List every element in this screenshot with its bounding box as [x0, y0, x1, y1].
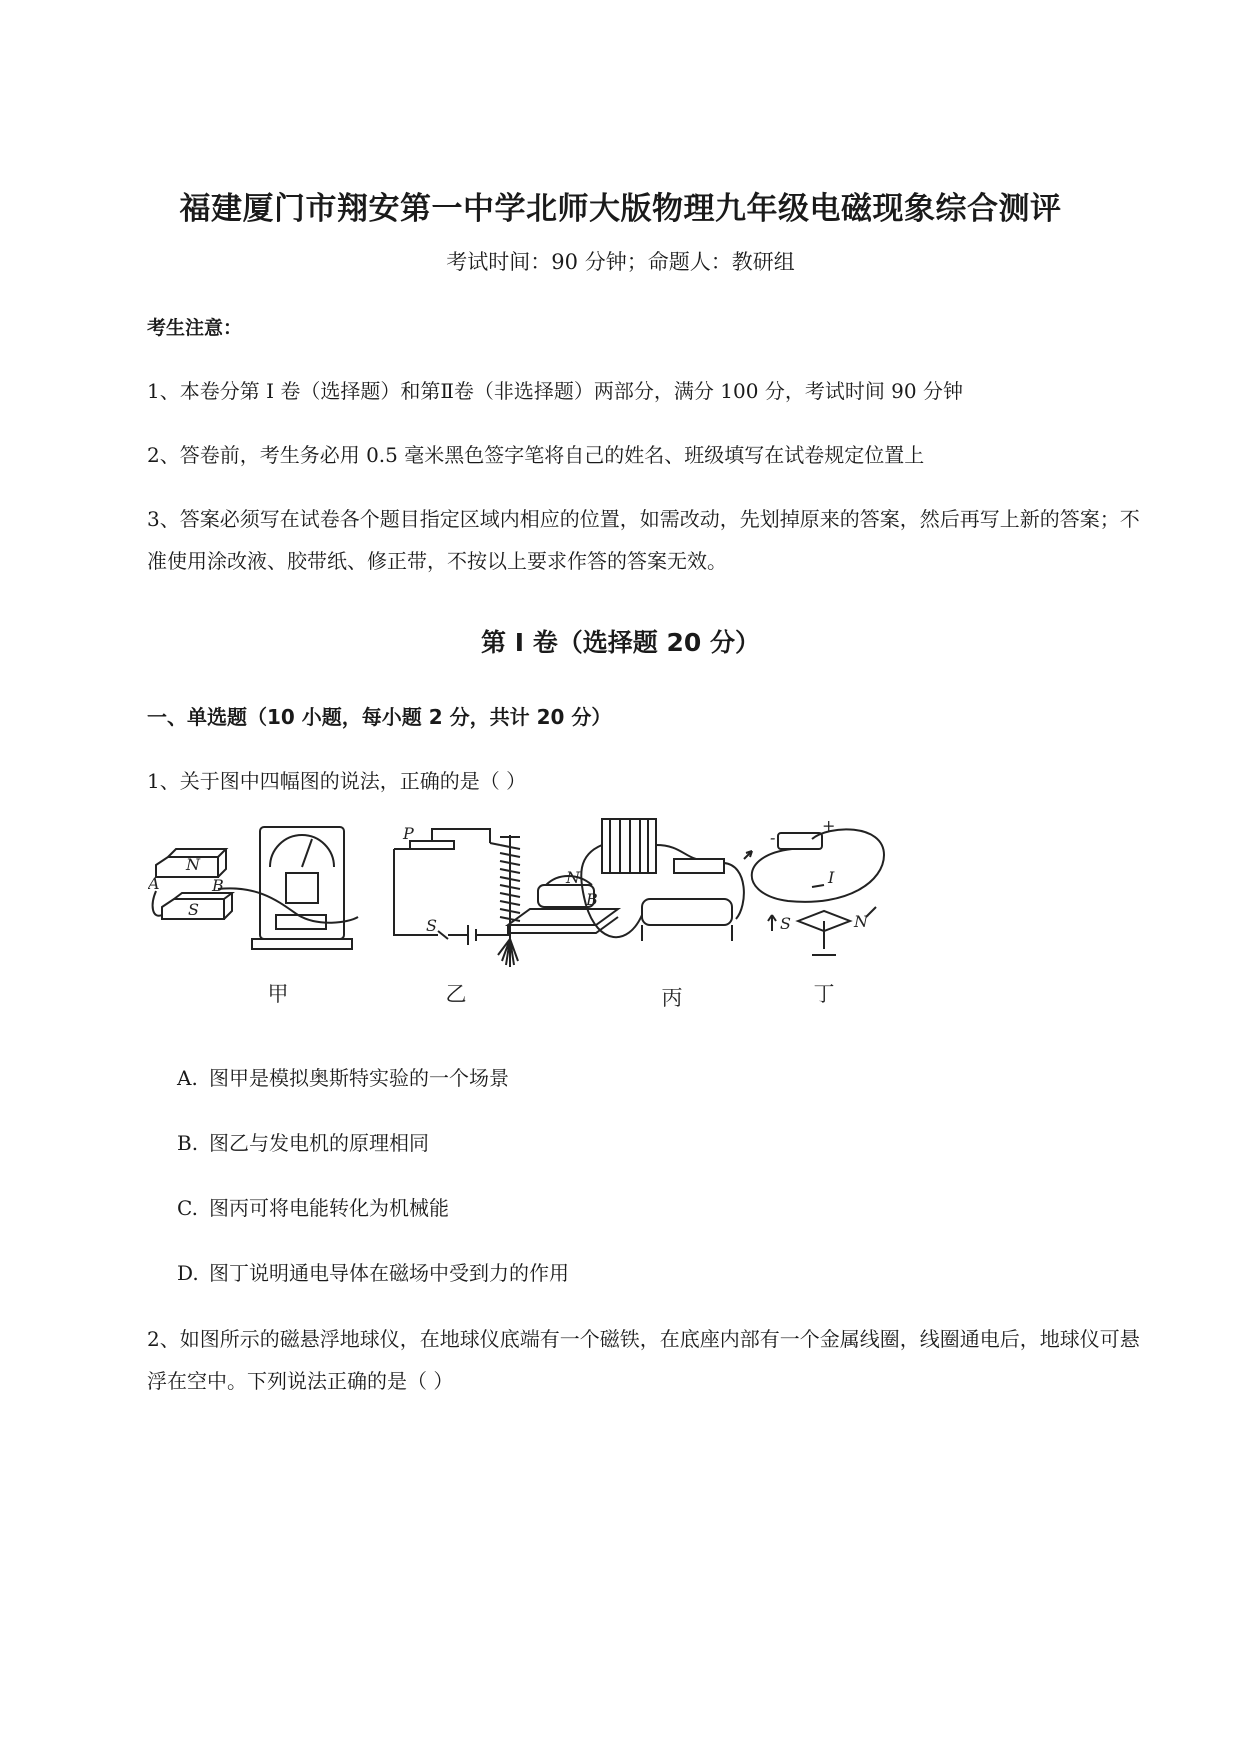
figure-label-ding: 丁 [813, 982, 835, 1006]
option-c[interactable] [177, 1192, 449, 1221]
label-P-yi: P [403, 824, 414, 843]
option-letter: D. [177, 1261, 199, 1285]
label-B-bing: B [586, 890, 598, 909]
label-N-bing: N [566, 868, 580, 887]
option-letter: B. [177, 1131, 199, 1155]
label-plus-ding: + [822, 816, 836, 835]
notice-item-2: 2、答卷前，考生务必用 0.5 毫米黑色签字笔将自己的姓名、班级填写在试卷规定位置上 [147, 443, 925, 467]
figure-ding-diagram [744, 829, 884, 955]
exam-meta: 考试时间：90 分钟；命题人：教研组 [446, 250, 795, 274]
option-letter: C. [177, 1196, 198, 1220]
option-text: 图甲是模拟奥斯特实验的一个场景 [209, 1066, 509, 1090]
label-S-ding: S [780, 914, 791, 933]
option-text: 图丁说明通电导体在磁场中受到力的作用 [209, 1261, 569, 1285]
question-group-heading: 一、单选题（10 小题，每小题 2 分，共计 20 分） [147, 705, 612, 729]
notice-heading: 考生注意： [147, 317, 243, 339]
label-A-jia: A [148, 874, 160, 893]
label-N-jia: N [186, 855, 200, 874]
figure-yi-diagram [394, 829, 520, 967]
option-b[interactable] [177, 1127, 429, 1156]
label-S-yi: S [426, 916, 437, 935]
figure-label-bing: 丙 [661, 986, 683, 1010]
notice-item-3: 3、答案必须写在试卷各个题目指定区域内相应的位置，如需改动，先划掉原来的答案，然后再写上新的答案；不准使用涂改液、胶带纸、修正带，不按以上要求作答的答案无效。 [147, 507, 1140, 573]
document-title: 福建厦门市翔安第一中学北师大版物理九年级电磁现象综合测评 [179, 191, 1062, 227]
figure-jia-diagram [153, 827, 358, 949]
question-1-stem: 1、关于图中四幅图的说法，正确的是（ ） [147, 769, 527, 793]
section-title: 第 I 卷（选择题 20 分） [481, 628, 760, 657]
notice-item-1: 1、本卷分第 I 卷（选择题）和第Ⅱ卷（非选择题）两部分，满分 100 分，考试时间 90 分钟 [147, 379, 963, 403]
label-I-ding: I [828, 868, 835, 887]
option-letter: A. [177, 1066, 198, 1090]
option-text: 图乙与发电机的原理相同 [209, 1131, 429, 1155]
option-a[interactable] [177, 1062, 509, 1091]
question-1-figure [148, 815, 984, 1015]
figure-label-jia: 甲 [267, 982, 289, 1006]
option-text: 图丙可将电能转化为机械能 [209, 1196, 449, 1220]
option-d[interactable] [177, 1257, 569, 1286]
figure-label-yi: 乙 [445, 982, 467, 1006]
label-B-jia: B [212, 876, 224, 895]
label-S-jia: S [188, 900, 199, 919]
question-2-stem: 2、如图所示的磁悬浮地球仪，在地球仪底端有一个磁铁，在底座内部有一个金属线圈，线圈通电后，地球仪可悬浮在空中。下列说法正确的是（ ） [147, 1327, 1140, 1393]
label-minus-ding: - [770, 828, 776, 847]
figure-bing-diagram [508, 819, 744, 941]
label-N-ding: N [854, 912, 868, 931]
